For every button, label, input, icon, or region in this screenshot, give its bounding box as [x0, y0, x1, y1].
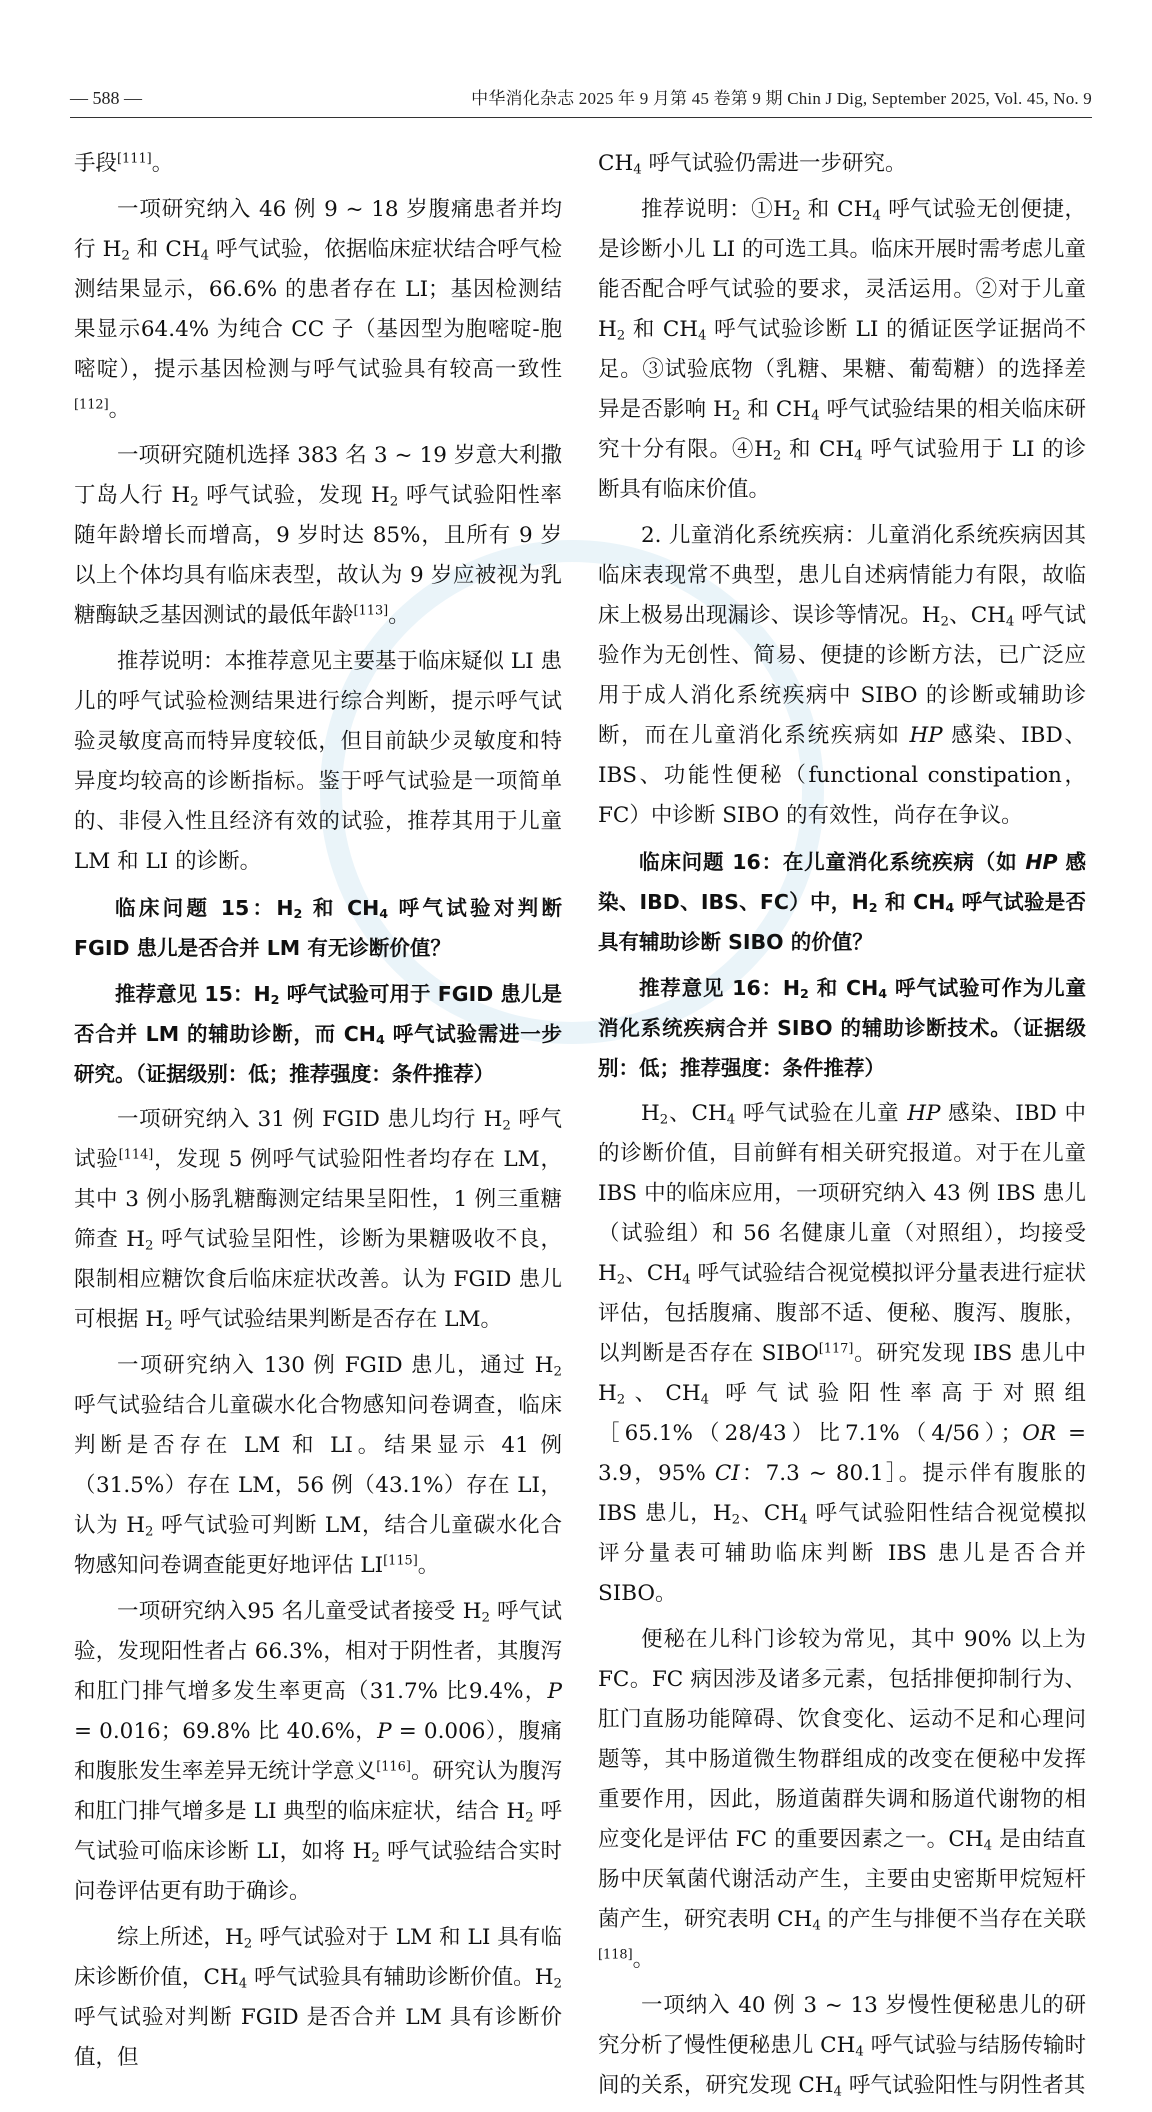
body-paragraph: 一项纳入 40 例 3 ~ 13 岁慢性便秘患儿的研究分析了慢性便秘患儿 $CH_4$ 呼气试验与结肠传输时间的关系，研究发现 $CH_4$ 呼气试验阳性与阴性者其 [598, 1993, 1086, 2100]
recommendation-heading: 临床问题 16：在儿童消化系统疾病（如 HP 感染、IBD、IBS、FC）中，$H_2$ 和 $CH_4$ 呼气试验是否具有辅助诊断 SIBO 的价值？ [598, 850, 1086, 954]
recommendation-heading: 临床问题 15：$H_2$ 和 $CH_4$ 呼气试验对判断 FGID 患儿是否合并 LM 有无诊断价值？ [74, 896, 562, 960]
body-paragraph: 综上所述，$H_2$ 呼气试验对于 LM 和 LI 具有临床诊断价值，$CH_4$ 呼气试验具有辅助诊断价值。$H_2$ 呼气试验对判断 FGID 是否合并 LM 具有诊断价值，但 [74, 1925, 563, 2070]
journal-citation: 中华消化杂志 2025 年 9 月第 45 卷第 9 期 Chin J Dig, September 2025, Vol. 45, No. 9 [471, 89, 1092, 108]
right-column [598, 144, 1086, 2112]
body-paragraph: 2. 儿童消化系统疾病：儿童消化系统疾病因其临床表现常不典型，患儿自述病情能力有限，故临床上极易出现漏诊、误诊等情况。$H_2$、$CH_4$ 呼气试验作为无创性、简易、便捷的诊断方法，已广泛应用于成人消化系统疾病中 SIBO 的诊断或辅助诊断，而在儿童消化系统疾病如 HP 感染、IBD、IBS、功能性便秘（functional constipation，FC）中诊断 SIBO 的有效性，尚存在争议。 [598, 523, 1086, 828]
recommendation-heading: 推荐意见 16：$H_2$ 和 $CH_4$ 呼气试验可作为儿童消化系统疾病合并 SIBO 的辅助诊断技术。（证据级别：低；推荐强度：条件推荐） [598, 976, 1086, 1080]
running-header [70, 84, 1092, 118]
left-column [74, 144, 562, 2084]
body-paragraph: 一项研究随机选择 383 名 3 ~ 19 岁意大利撒丁岛人行 $H_2$ 呼气试验，发现 $H_2$ 呼气试验阳性率随年龄增长而增高，9 岁时达 85%，且所有 9 岁以上个体均具有临床表型，故认为 9 岁应被视为乳糖酶缺乏基因测试的最低年龄[113]。 [74, 443, 562, 628]
body-paragraph: $CH_4$ 呼气试验仍需进一步研究。 [598, 151, 907, 178]
body-paragraph: 推荐说明：$①H_2$ 和 $CH_4$ 呼气试验无创便捷，是诊断小儿 LI 的可选工具。临床开展时需考虑儿童能否配合呼气试验的要求，灵活运用。②对于儿童 $H_2$ 和 $CH_4$ 呼气试验诊断 LI 的循证医学证据尚不足。③试验底物（乳糖、果糖、葡萄糖）的选择差异是否影响 $H_2$ 和 $CH_4$ 呼气试验结果的相关临床研究十分有限。$④H_2$ 和 $CH_4$ 呼气试验用于 LI 的诊断具有临床价值。 [598, 197, 1086, 502]
page-number: — 588 — [70, 88, 142, 108]
body-paragraph: 一项研究纳入 130 例 FGID 患儿，通过 $H_2$ 呼气试验结合儿童碳水化合物感知问卷调查，临床判断是否存在 LM 和 LI。结果显示 41 例（31.5%）存在 LM，56 例（43.1%）存在 LI，认为 $H_2$ 呼气试验可判断 LM，结合儿童碳水化合物感知问卷调查能更好地评估 LI[115]。 [74, 1353, 562, 1578]
recommendation-heading: 推荐意见 15：$H_2$ 呼气试验可用于 FGID 患儿是否合并 LM 的辅助诊断，而 $CH_4$ 呼气试验需进一步研究。（证据级别：低；推荐强度：条件推荐） [74, 982, 563, 1086]
body-paragraph: $H_2$、$CH_4$ 呼气试验在儿童 HP 感染、IBD 中的诊断价值，目前鲜有相关研究报道。对于在儿童 IBS 中的临床应用，一项研究纳入 43 例 IBS 患儿（试验组）和 56 名健康儿童（对照组），均接受 $H_2$、$CH_4$ 呼气试验结合视觉模拟评分量表进行症状评估，包括腹痛、腹部不适、便秘、腹泻、腹胀，以判断是否存在 SIBO[117]。研究发现 IBS 患儿中 $H_2$、$CH_4$ 呼气试验阳性率高于对照组［65.1%（28/43）比7.1%（4/56）；OR = 3.9，95% CI：7.3 ~ 80.1］。提示伴有腹胀的 IBS 患儿，$H_2$、$CH_4$ 呼气试验阳性结合视觉模拟评分量表可辅助临床判断 IBS 患儿是否合并 SIBO。 [598, 1101, 1087, 1606]
body-paragraph: 一项研究纳入 46 例 9 ~ 18 岁腹痛患者并均行 $H_2$ 和 $CH_4$ 呼气试验，依据临床症状结合呼气检测结果显示，66.6% 的患者存在 LI；基因检测结果显示64.4% 为纯合 CC 子（基因型为胞嘧啶-胞嘧啶），提示基因检测与呼气试验具有较高一致性[112]。 [74, 197, 562, 422]
body-paragraph: 手段[111]。 [74, 151, 174, 176]
body-paragraph: 一项研究纳入95 名儿童受试者接受 $H_2$ 呼气试验，发现阳性者占 66.3%，相对于阴性者，其腹泻和肛门排气增多发生率更高（31.7% 比9.4%，P = 0.016；69.8% 比 40.6%，P = 0.006），腹痛和腹胀发生率差异无统计学意义[116]。研究认为腹泻和肛门排气增多是 LI 典型的临床症状，结合 $H_2$ 呼气试验可临床诊断 LI，如将 $H_2$ 呼气试验结合实时问卷评估更有助于确诊。 [74, 1599, 562, 1904]
body-paragraph: 一项研究纳入 31 例 FGID 患儿均行 $H_2$ 呼气试验[114]，发现 5 例呼气试验阳性者均存在 LM，其中 3 例小肠乳糖酶测定结果呈阳性，1 例三重糖筛查 $H_2$ 呼气试验呈阳性，诊断为果糖吸收不良，限制相应糖饮食后临床症状改善。认为 FGID 患儿可根据 $H_2$ 呼气试验结果判断是否存在 LM。 [74, 1107, 562, 1334]
body-paragraph: 便秘在儿科门诊较为常见，其中 90% 以上为 FC。FC 病因涉及诸多元素，包括排便抑制行为、肛门直肠功能障碍、饮食变化、运动不足和心理问题等，其中肠道微生物群组成的改变在便秘中发挥重要作用，因此，肠道菌群失调和肠道代谢物的相应变化是评估 FC 的重要因素之一。$CH_4$ 是由结直肠中厌氧菌代谢活动产生，主要由史密斯甲烷短杆菌产生，研究表明 $CH_4$ 的产生与排便不当存在关联[118]。 [598, 1627, 1086, 1972]
body-paragraph: 推荐说明：本推荐意见主要基于临床疑似 LI 患儿的呼气试验检测结果进行综合判断，提示呼气试验灵敏度高而特异度较低，但目前缺少灵敏度和特异度均较高的诊断指标。鉴于呼气试验是一项简单的、非侵入性且经济有效的试验，推荐其用于儿童 LM 和 LI 的诊断。 [74, 649, 562, 874]
